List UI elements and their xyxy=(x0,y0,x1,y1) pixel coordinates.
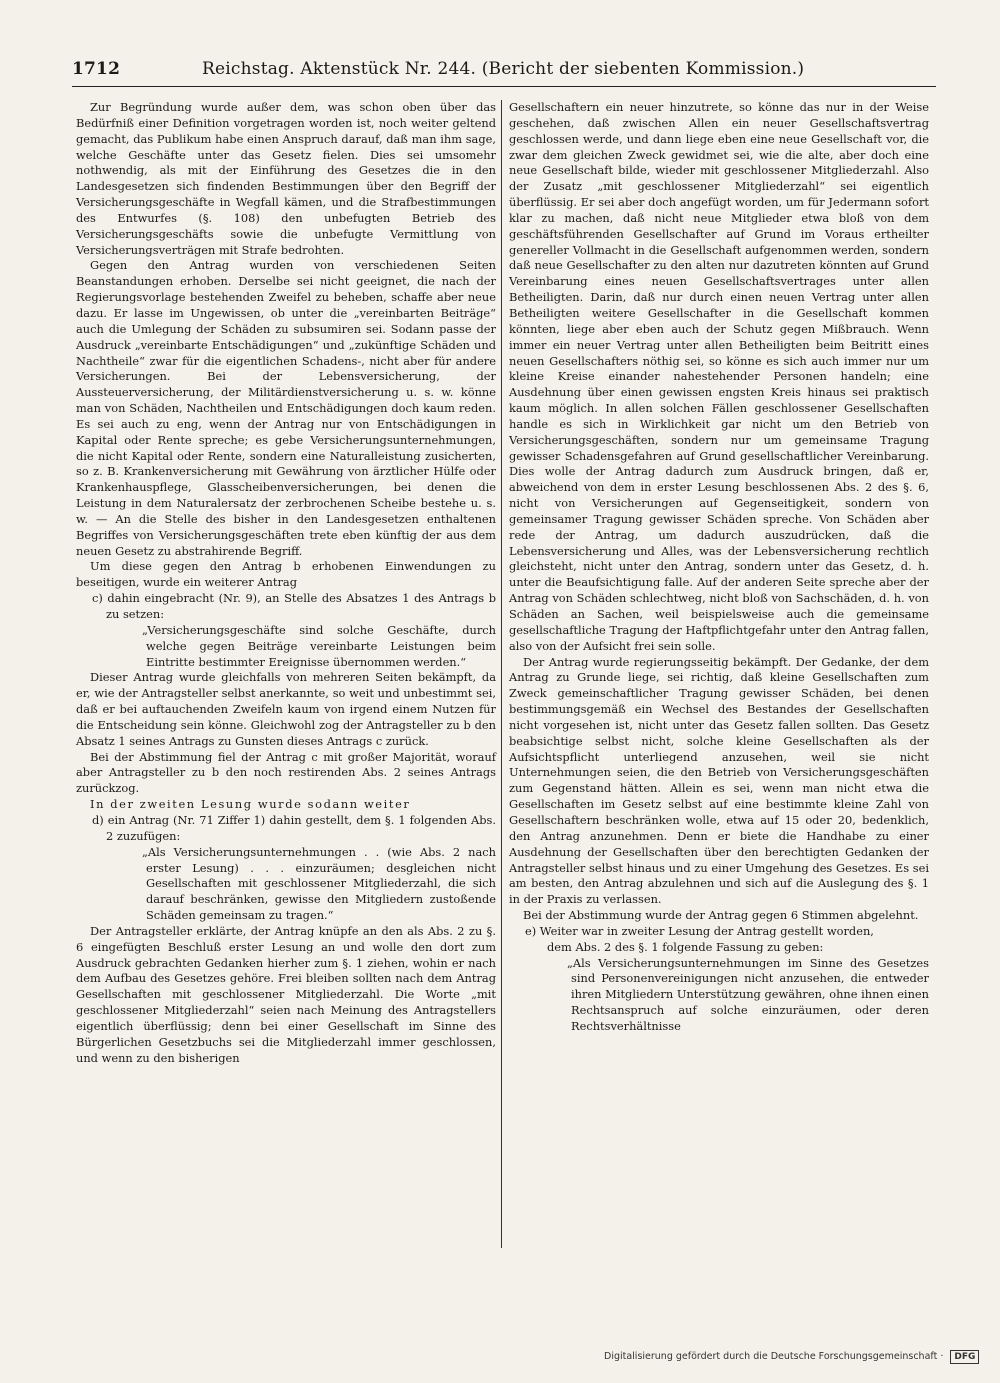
paragraph: Gesellschaftern ein neuer hinzutrete, so könne das nur in der Weise geschehen, daß zwischen Allen ein neuer Gesellschaftsvertrag geschlossen werde, und dann liege eben eine neue Gesellschaft vor, die zwar dem gleichen Zweck gewidmet sei, wie die alte, aber doch eine neue Gesellschaft bilde, wieder mit geschlossener Mitgliederzahl. Also der Zusatz „mit geschlossener Mitgliederzahl“ sei eigentlich überflüssig. Er sei aber doch angefügt worden, um für Jedermann sofort klar zu machen, daß nicht neue Mitglieder etwa bloß von dem geschäftsführenden Gesellschafter auf Grund im Voraus ertheilter genereller Vollmacht in die Gesellschaft aufgenommen werden, sondern daß neue Gesellschafter zu den alten nur dazutreten könnten auf Grund Vereinbarung eines neuen Gesellschaftsvertrages unter allen Betheiligten. Darin, daß nur durch einen neuen Vertrag unter allen Betheiligten weitere Gesellschafter in die Gesellschaft kommen könnten, liege aber eben auch der Schutz gegen Mißbrauch. Wenn immer ein neuer Vertrag unter allen Betheiligten beim Beitritt eines neuen Gesellschafters nöthig sei, so könne es sich auch immer nur um kleine Kreise einander nahestehender Personen handeln; eine Ausdehnung über einen gewissen engsten Kreis hinaus sei praktisch kaum möglich. In allen solchen Fällen geschlossener Gesellschaften handle es sich in Wirklichkeit gar nicht um den Betrieb von Versicherungsgeschäften, sondern nur um gemeinsame Tragung gewisser Schadensgefahren auf Grund gesellschaftlicher Vereinbarung. Dies wolle der Antrag dadurch zum Ausdruck bringen, daß er, abweichend von dem in erster Lesung beschlossenen Abs. 2 des §. 6, nicht von Versicherungen auf Gegenseitigkeit, sondern von gemeinsamer Tragung gewisser Schäden spreche. Von Schäden aber rede der Antrag, um dadurch auszudrücken, daß die Lebensversicherung und Alles, was der Lebensversicherung rechtlich gleichsteht, nicht unter den Antrag, sondern unter das Gesetz, d. h. unter die Beaufsichtigung falle. Auf der anderen Seite spreche aber der Antrag von Schäden schlechtweg, nicht bloß von Sachschäden, d. h. von Schäden an Sachen, weil beispielsweise auch die gemeinsame gesellschaftliche Tragung der Haftpflichtgefahr unter den Antrag fallen, also von der Aufsicht frei sein solle. xyxy=(509,100,929,653)
quoted-text: „Als Versicherungsunternehmungen . . (wie Abs. 2 nach erster Lesung) . . . einzuräumen; desgleichen nicht Gesellschaften mit geschlossener Mitgliederzahl, die sich darauf beschränken, gewisse den Mitgliedern zustoßende Schäden gemeinsam zu tragen.“ xyxy=(142,844,496,923)
left-column xyxy=(76,100,496,1066)
page-number: 1712 xyxy=(72,59,121,79)
credit-text: Digitalisierung gefördert durch die Deutsche Forschungsgemeinschaft · xyxy=(604,1351,944,1362)
paragraph: Bei der Abstimmung wurde der Antrag gegen 6 Stimmen abgelehnt. xyxy=(523,908,919,923)
paragraph: Um diese gegen den Antrag b erhobenen Einwendungen zu beseitigen, wurde ein weiterer Antrag xyxy=(76,559,496,590)
paragraph: Gegen den Antrag wurden von verschiedenen Seiten Beanstandungen erhoben. Derselbe sei nicht geeignet, die nach der Regierungsvorlage bestehenden Zweifel zu beheben, schaffe aber neue dazu. Er lasse im Ungewissen, ob unter die „vereinbarten Beiträge“ auch die Umlegung der Schäden zu subsumiren sei. Sodann passe der Ausdruck „vereinbarte Entschädigungen“ und „zukünftige Schäden und Nachtheile“ zwar für die eigentlichen Schadens-, nicht aber für andere Versicherungen. Bei der Lebensversicherung, der Aussteuerversicherung, der Militärdienstversicherung u. s. w. könne man von Schäden, Nachtheilen und Entschädigungen doch kaum reden. Es sei auch zu eng, wenn der Antrag nur von Entschädigungen in Kapital oder Rente spreche; es gebe Versicherungsunternehmungen, die nicht Kapital oder Rente, sondern eine Naturalleistung zusicherten, so z. B. Krankenversicherung mit Gewährung von ärztlicher Hülfe oder Krankenhauspflege, Glasscheibenversicherungen, bei denen die Leistung in dem Naturalersatz der zerbrochenen Scheibe bestehe u. s. w. — An die Stelle des bisher in den Landesgesetzen enthaltenen Begriffes von Versicherungsgeschäften trete eben künftig der aus dem neuen Gesetz zu abstrahirende Begriff. xyxy=(76,258,496,558)
dfg-logo: DFG xyxy=(950,1350,979,1364)
column-divider xyxy=(501,100,502,1248)
paragraph: Der Antrag wurde regierungsseitig bekämpft. Der Gedanke, der dem Antrag zu Grunde liege, sei richtig, daß kleine Gesellschaften zum Zweck gemeinschaftlicher Tragung gewisser Schäden, bei denen bestimmungsgemäß ein Wechsel des Bestandes der Gesellschaften nicht vorgesehen ist, nicht unter das Gesetz fallen sollten. Das Gesetz beabsichtige selbst nicht, solche kleine Gesellschaften als der Aufsichtspflicht unterliegend anzusehen, weil sie nicht Unternehmungen seien, die den Betrieb von Versicherungsgeschäften zum Gegenstand hätten. Allein es sei, wenn man nicht etwa die Gesellschaften im Gesetz selbst auf eine bestimmte kleine Zahl von Gesellschaftern beschränken wolle, etwa auf 15 oder 20, bedenklich, den Antrag anzunehmen. Denn er biete die Handhabe zu einer Ausdehnung der Gesellschaften über den berechtigten Gedanken der Antragsteller selbst hinaus und zu einer Umgehung des Gesetzes. Es sei am besten, den Antrag abzulehnen und sich auf die Auslegung des §. 1 in der Praxis zu verlassen. xyxy=(509,654,929,907)
paragraph: In der zweiten Lesung wurde sodann weiter xyxy=(90,797,411,812)
paragraph: Zur Begründung wurde außer dem, was schon oben über das Bedürfniß einer Definition vorgetragen worden ist, noch weiter geltend gemacht, das Publikum habe einen Anspruch darauf, daß man ihm sage, welche Geschäfte unter das Gesetz fielen. Dies sei umsomehr nothwendig, als mit der Einführung des Gesetzes die in den Landesgesetzen sich findenden Bestimmungen über den Begriff der Versicherungsgeschäfte in Wegfall kämen, und die Strafbestimmungen des Entwurfes (§. 108) den unbefugten Betrieb des Versicherungsgeschäfts sowie die unbefugte Vermittlung von Versicherungsverträgen mit Strafe bedrohten. xyxy=(76,100,496,257)
right-column xyxy=(509,100,929,1035)
page-header xyxy=(72,54,936,84)
paragraph: Bei der Abstimmung fiel der Antrag c mit großer Majorität, worauf aber Antragsteller zu b den noch restirenden Abs. 2 seines Antrags zurückzog. xyxy=(76,749,496,796)
motion-d: d) ein Antrag (Nr. 71 Ziffer 1) dahin gestellt, dem §. 1 folgenden Abs. 2 zuzufügen: xyxy=(92,812,496,843)
paragraph: Dieser Antrag wurde gleichfalls von mehreren Seiten bekämpft, da er, wie der Antragsteller selbst anerkannte, so weit und unbestimmt sei, daß er bei auftauchenden Zweifeln kaum von irgend einem Nutzen für die Entscheidung sein könne. Gleichwohl zog der Antragsteller zu b den Absatz 1 seines Antrags zu Gunsten dieses Antrags c zurück. xyxy=(76,670,496,748)
header-rule xyxy=(72,86,936,87)
motion-c: c) dahin eingebracht (Nr. 9), an Stelle des Absatzes 1 des Antrags b zu setzen: xyxy=(92,591,496,621)
quoted-text: „Versicherungsgeschäfte sind solche Geschäfte, durch welche gegen Beiträge vereinbarte Leistungen beim Eintritte bestimmter Ereignisse übernommen werden.“ xyxy=(142,622,496,669)
paragraph: dem Abs. 2 des §. 1 folgende Fassung zu geben: xyxy=(547,939,824,954)
paragraph: Der Antragsteller erklärte, der Antrag knüpfe an den als Abs. 2 zu §. 6 eingefügten Beschluß erster Lesung an und wolle den dort zum Ausdruck gebrachten Gedanken hierher zum §. 1 ziehen, wohin er nach dem Aufbau des Gesetzes gehöre. Frei bleiben sollten nach dem Antrag Gesellschaften mit geschlossener Mitgliederzahl. Die Worte „mit geschlossener Mitgliederzahl“ seien nach Meinung des Antragstellers eigentlich überflüssig; denn bei einer Gesellschaft im Sinne des Bürgerlichen Gesetzbuchs sei die Mitgliederzahl immer geschlossen, und wenn zu den bisherigen xyxy=(76,923,496,1065)
running-title: Reichstag. Aktenstück Nr. 244. (Bericht der siebenten Kommission.) xyxy=(202,59,805,79)
quoted-text: „Als Versicherungsunternehmungen im Sinne des Gesetzes sind Personenvereinigungen nicht anzusehen, die entweder ihren Mitgliedern Unterstützung gewähren, ohne ihnen einen Rechtsanspruch auf solche einzuräumen, oder deren Rechtsverhältnisse xyxy=(567,955,929,1033)
digitization-credit xyxy=(604,1347,976,1367)
motion-e: e) Weiter war in zweiter Lesung der Antrag gestellt worden, xyxy=(525,923,874,938)
